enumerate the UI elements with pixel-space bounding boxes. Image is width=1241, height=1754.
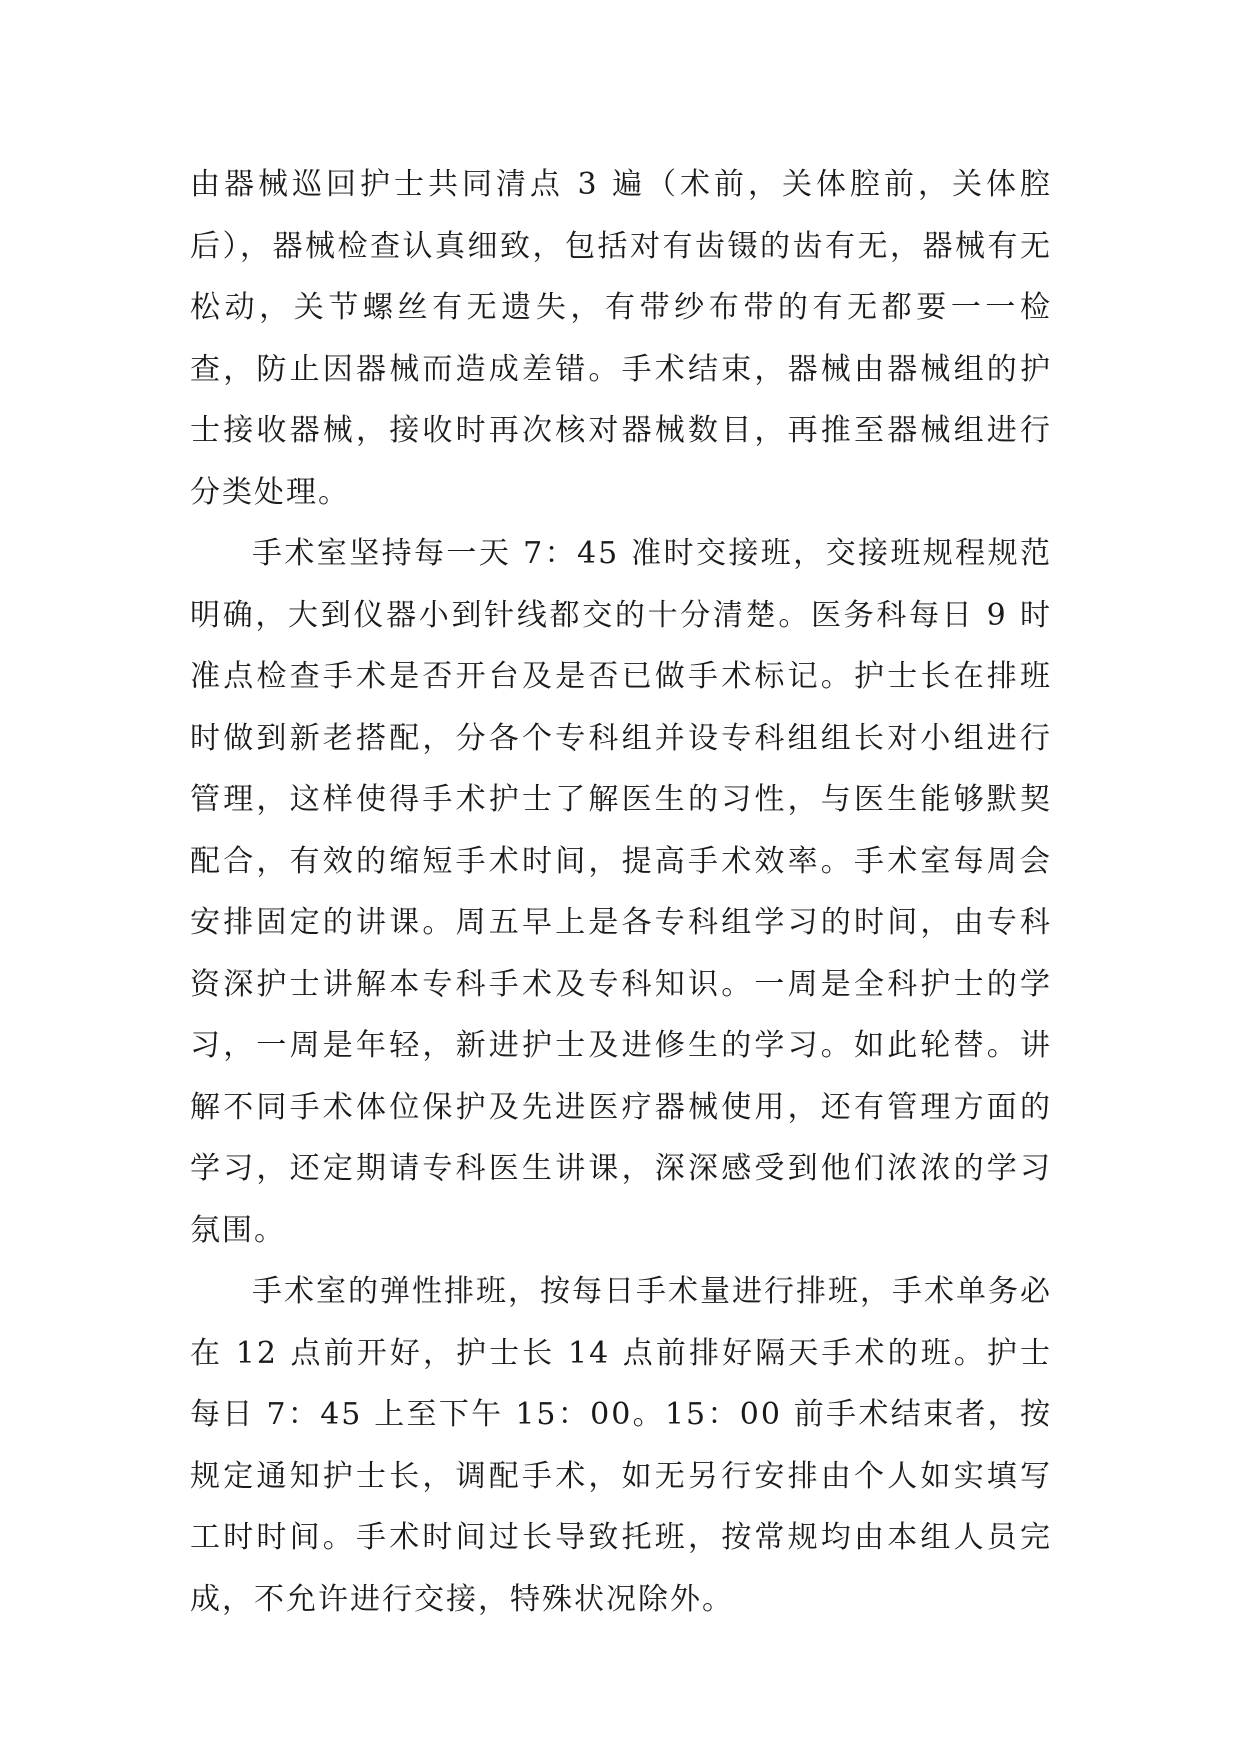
paragraph-shift-handover: 手术室坚持每一天 7：45 准时交接班，交接班规程规范明确，大到仪器小到针线都交的十分清楚。医务科每日 9 时准点检查手术是否开台及是否已做手术标记。护士长在排班时做到新老搭配，分各个专科组并设专科组组长对小组进行管理，这样使得手术护士了解医生的习性，与医生能够默契配合，有效的缩短手术时间，提高手术效率。手术室每周会安排固定的讲课。周五早上是各专科组学习的时间，由专科资深护士讲解本专科手术及专科知识。一周是全科护士的学习，一周是年轻，新进护士及进修生的学习。如此轮替。讲解不同手术体位保护及先进医疗器械使用，还有管理方面的学习，还定期请专科医生讲课，深深感受到他们浓浓的学习氛围。 [190,536,1052,1248]
paragraph-instrument-count: 由器械巡回护士共同清点 3 遍（术前，关体腔前，关体腔后），器械检查认真细致，包括对有齿镊的齿有无，器械有无松动，关节螺丝有无遗失，有带纱布带的有无都要一一检查，防止因器械而造成差错。手术结束，器械由器械组的护士接收器械，接收时再次核对器械数目，再推至器械组进行分类处理。 [190,167,1052,510]
paragraph-flexible-scheduling: 手术室的弹性排班，按每日手术量进行排班，手术单务必在 12 点前开好，护士长 14 点前排好隔天手术的班。护士每日 7：45 上至下午 15：00。15：00 前手术结束者，按规定通知护士长，调配手术，如无另行安排由个人如实填写工时时间。手术时间过长导致托班，按常规均由本组人员完成，不允许进行交接，特殊状况除外。 [190,1274,1052,1617]
document-body [190,154,1052,1630]
